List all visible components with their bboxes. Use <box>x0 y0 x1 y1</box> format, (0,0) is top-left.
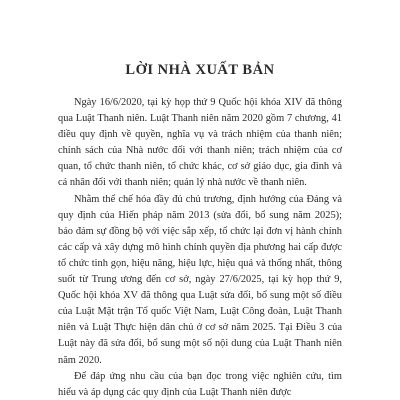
body-text <box>58 95 342 400</box>
page-title: LỜI NHÀ XUẤT BẢN <box>125 62 275 78</box>
paragraph-1: Ngày 16/6/2020, tại kỳ họp thứ 9 Quốc hội khóa XIV đã thông qua Luật Thanh niên. Luật Thanh niên năm 2020 gồm 7 chương, 41 điều quy định về quyền, nghĩa vụ và trách nhiệm của thanh niên; chính sách của Nhà nước đối với thanh niên; trách nhiệm của cơ quan, tổ chức thanh niên, tổ chức khác, cơ sở giáo dục, gia đình và cá nhân đối với thanh niên; quản lý nhà nước về thanh niên. <box>58 97 342 189</box>
paragraph-2: Nhằm thể chế hóa đầy đủ chủ trương, định hướng của Đảng và quy định của Hiến pháp năm 2013 (sửa đổi, bổ sung năm 2025); bảo đảm sự đồng bộ với việc sắp xếp, tổ chức lại đơn vị hành chính các cấp và xây dựng mô hình chính quyền địa phương hai cấp được tổ chức tinh gọn, hiệu năng, hiệu lực, hiệu quả và thống nhất, thông suốt từ Trung ương đến cơ sở, ngày 27/6/2025, tại kỳ họp thứ 9, Quốc hội khóa XV đã thông qua Luật sửa đổi, bổ sung một số điều của Luật Mặt trận Tổ quốc Việt Nam, Luật Công đoàn, Luật Thanh niên và Luật Thực hiện dân chủ ở cơ sở năm 2025. Tại Điều 3 của Luật này đã sửa đổi, bổ sung một số nội dung của Luật Thanh niên năm 2020. <box>58 193 342 366</box>
paragraph-3: Để đáp ứng nhu cầu của bạn đọc trong việc nghiên cứu, tìm hiểu và áp dụng các quy định của Luật Thanh niên được <box>58 370 342 398</box>
